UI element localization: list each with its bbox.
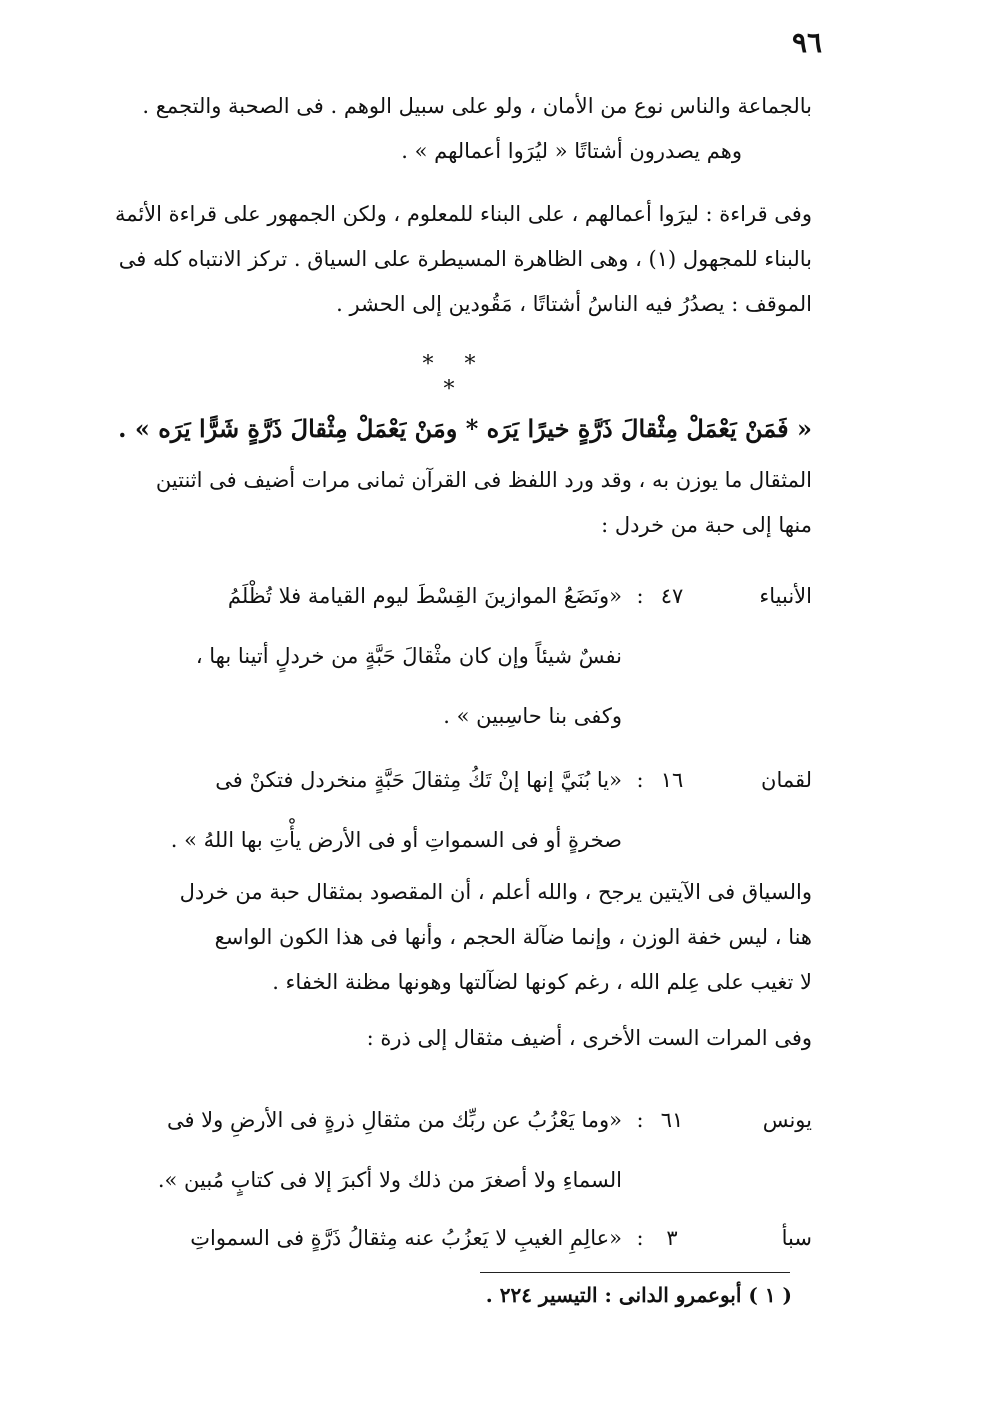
mithqal-paragraph xyxy=(82,458,812,548)
page-number: ٩٦ xyxy=(792,26,823,59)
citation-source: لقمان xyxy=(761,768,812,792)
other-paragraph xyxy=(82,1016,812,1061)
text-line: السماءِ ولا أصغرَ من ذلك ولا أكبرَ إلا فى كتابٍ مُبين ». xyxy=(157,1168,622,1192)
reading-paragraph xyxy=(82,192,812,327)
citation-luqman xyxy=(92,750,812,870)
citation-source: الأنبياء xyxy=(759,584,812,608)
text-line: المثقال ما يوزن به ، وقد ورد اللفظ فى القرآن ثمانى مرات أضيف فى اثنتين xyxy=(155,468,812,492)
citation-number: ٣ xyxy=(666,1226,678,1250)
text-line: هنا ، ليس خفة الوزن ، وإنما ضآلة الحجم ، وأنها فى هذا الكون الواسع xyxy=(214,925,812,949)
text-line: صخرةٍ أو فى السمواتِ أو فى الأرض يأْتِ بها اللهُ » . xyxy=(170,828,622,852)
citation-yunus xyxy=(92,1090,812,1210)
text-line: وفى المرات الست الأخرى ، أضيف مثقال إلى ذرة : xyxy=(366,1026,812,1050)
citation-body xyxy=(92,1208,622,1268)
citation-body xyxy=(92,566,622,746)
text-line: لا تغيب على عِلم الله ، رغم كونها لضآلتها وهونها مظنة الخفاء . xyxy=(272,970,812,994)
citation-body xyxy=(92,750,622,870)
citation-colon: : xyxy=(636,584,644,608)
quran-verse: « فَمَنْ يَعْمَلْ مِثْقالَ ذَرَّةٍ خيرًا يَرَه * ومَنْ يَعْمَلْ مِثْقالَ ذَرَّةٍ شَرًّا يَرَه » . xyxy=(118,414,812,443)
text-line: «ونَضَعُ الموازينَ القِسْطَ ليوم القيامة فلا تُظْلَمُ xyxy=(227,584,622,608)
citation-colon: : xyxy=(636,1108,644,1132)
text-line: بالبناء للمجهول (١) ، وهى الظاهرة المسيطرة على السياق . تركز الانتباه كله فى xyxy=(118,247,812,271)
text-line: بالجماعة والناس نوع من الأمان ، ولو على سبيل الوهم . فى الصحبة والتجمع . xyxy=(142,94,812,118)
intro-paragraph xyxy=(82,84,812,174)
citation-source: سبأ xyxy=(781,1226,812,1250)
citation-anbiya xyxy=(92,566,812,746)
citation-source: يونس xyxy=(762,1108,812,1132)
text-line: وفى قراءة : ليرَوا أعمالهم ، على البناء للمعلوم ، ولكن الجمهور على قراءة الأئمة xyxy=(114,202,812,226)
text-line: «وما يَعْزُبُ عن ربِّك من مثقالِ ذرةٍ فى الأرضِ ولا فى xyxy=(166,1108,622,1132)
footnote: ( ١ ) أبوعمرو الدانى : التيسير ٢٢٤ . xyxy=(485,1283,792,1307)
text-line: وهم يصدرون أشتاتًا « ليُرَوا أعمالهم » . xyxy=(401,139,742,163)
citation-colon: : xyxy=(636,1226,644,1250)
text-line: وكفى بنا حاسِبين » . xyxy=(443,704,622,728)
footnote-rule xyxy=(480,1272,790,1273)
citation-number: ١٦ xyxy=(660,768,684,792)
citation-body xyxy=(92,1090,622,1210)
text-line: الموقف : يصدُرُ فيه الناسُ أشتاتًا ، مَقُودين إلى الحشر . xyxy=(336,292,812,316)
citation-number: ٤٧ xyxy=(660,584,684,608)
text-line: «يا بُنَيَّ إنها إنْ تَكُ مِثقالَ حَبَّةٍ منخردل فتكنْ فى xyxy=(215,768,622,792)
citation-saba xyxy=(92,1208,812,1268)
text-line: والسياق فى الآيتين يرجح ، والله أعلم ، أن المقصود بمثقال حبة من خردل xyxy=(179,880,812,904)
text-line: «عالِمِ الغيبِ لا يَعزُبُ عنه مِثقالُ ذَرَّةٍ فى السمواتِ xyxy=(190,1226,622,1250)
text-line: منها إلى حبة من خردل : xyxy=(601,513,812,537)
citation-number: ٦١ xyxy=(660,1108,684,1132)
text-line: نفسٌ شيئاً وإن كان مثْقالَ حَبَّةٍ من خردلٍ أتينا بها ، xyxy=(195,644,622,668)
section-separator: * * * xyxy=(422,352,488,402)
context-paragraph xyxy=(82,870,812,1005)
citation-colon: : xyxy=(636,768,644,792)
